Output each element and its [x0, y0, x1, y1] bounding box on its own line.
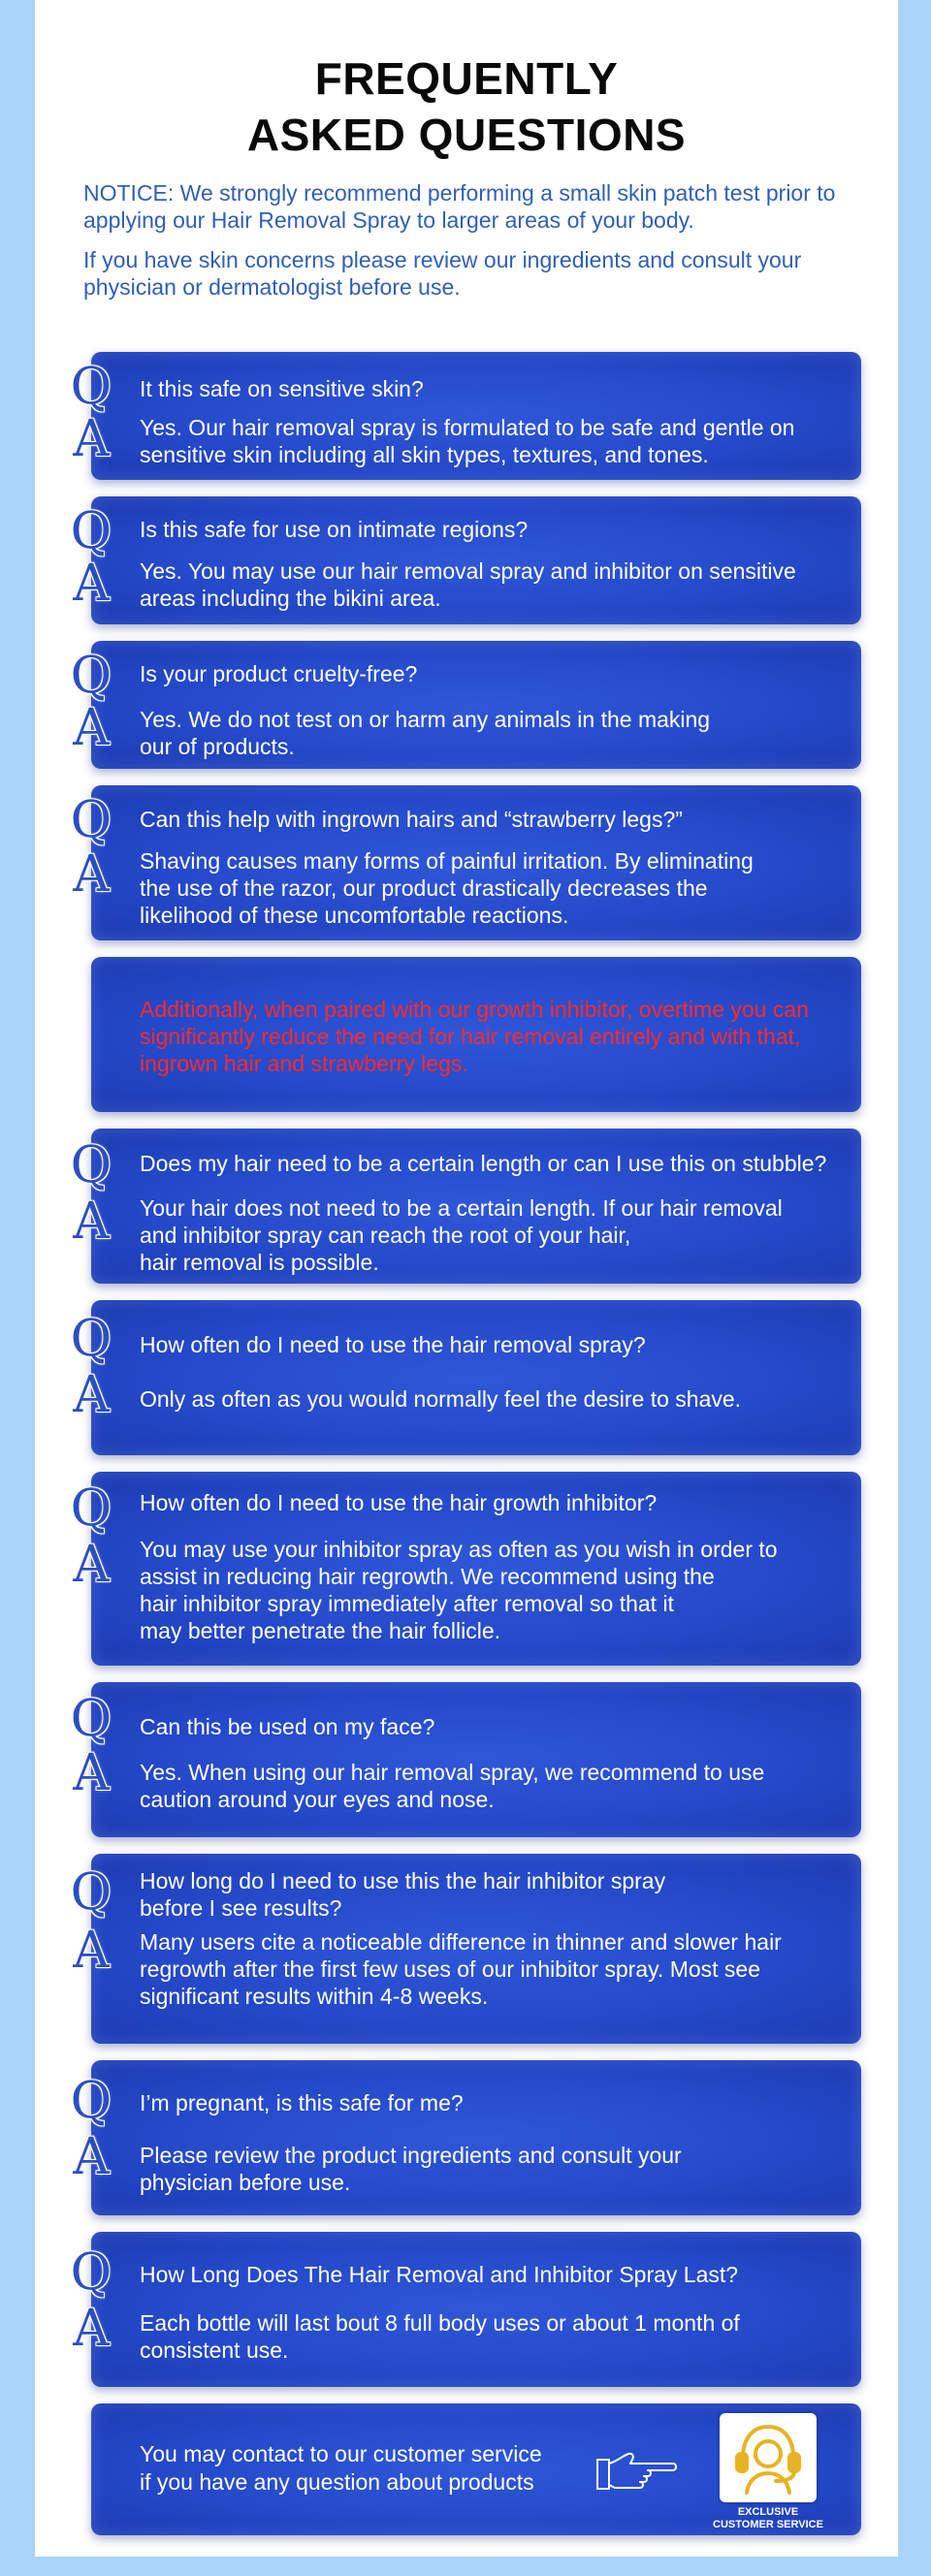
- faq-card: [70, 1129, 861, 1284]
- faq-answer: Yes. When using our hair removal spray, we recommend to use caution around your eyes and nose.: [140, 1760, 765, 1812]
- q-icon: Q: [70, 502, 112, 560]
- q-icon: Q: [70, 1690, 112, 1748]
- faq-answer: Yes. We do not test on or harm any animals in the making our of products.: [140, 707, 711, 759]
- faq-answer: Yes. Our hair removal spray is formulated to be safe and gentle on sensitive skin including all skin types, textures, and tones.: [140, 415, 795, 467]
- a-icon: A: [73, 2128, 110, 2186]
- faq-answer: Many users cite a noticeable difference in thinner and slower hair regrowth after the first few uses of our inhibitor spray. Most see significant results within 4-8 weeks.: [140, 1929, 782, 2009]
- page-title: FREQUENTLY ASKED QUESTIONS: [246, 53, 687, 160]
- a-icon: A: [73, 1193, 110, 1251]
- exclusive-service-badge: [720, 2413, 817, 2502]
- faq-question: How often do I need to use the hair growth inhibitor?: [140, 1490, 658, 1515]
- q-icon: Q: [70, 1310, 112, 1368]
- faq-card: [70, 1472, 861, 1666]
- contact-text: You may contact to our customer service if you have any question about products: [140, 2441, 542, 2495]
- q-icon: Q: [70, 1479, 112, 1538]
- a-icon: A: [73, 2300, 110, 2358]
- a-icon: A: [73, 1744, 110, 1802]
- faq-question: Can this help with ingrown hairs and “strawberry legs?”: [140, 807, 683, 832]
- q-icon: Q: [70, 791, 112, 849]
- q-icon: Q: [70, 1136, 112, 1194]
- faq-answer: You may use your inhibitor spray as often as you wish in order to assist in reducing hair regrowth. We recommend using the hair inhibitor spray immediately after removal so that it may better penetrate the hair follicle.: [140, 1537, 778, 1643]
- faq-card: [70, 352, 861, 480]
- faq-answer: Each bottle will last bout 8 full body uses or about 1 month of consistent use.: [140, 2310, 740, 2363]
- faq-answer: Only as often as you would normally feel the desire to shave.: [140, 1386, 742, 1412]
- faq-question: Does my hair need to be a certain length or can I use this on stubble?: [140, 1151, 827, 1176]
- faq-answer: Shaving causes many forms of painful irritation. By eliminating the use of the razor, our product drastically decreases the likelihood of these uncomfortable reactions.: [140, 848, 754, 928]
- faq-card: [70, 785, 861, 940]
- pointing-hand-icon: [595, 2446, 679, 2495]
- inhibitor-note-card: [91, 957, 861, 1112]
- a-icon: A: [73, 699, 110, 757]
- faq-answer: Yes. You may use our hair removal spray and inhibitor on sensitive areas including the bikini area.: [140, 558, 796, 611]
- faq-question: How long do I need to use this the hair inhibitor spray before I see results?: [140, 1868, 666, 1921]
- faq-card: [70, 2232, 861, 2387]
- faq-question: It this safe on sensitive skin?: [140, 376, 424, 401]
- a-icon: A: [73, 1536, 110, 1594]
- q-icon: Q: [70, 2243, 112, 2302]
- badge-caption: EXCLUSIVE CUSTOMER SERVICE: [713, 2506, 823, 2530]
- q-icon: Q: [70, 647, 112, 705]
- faq-card: [70, 1300, 861, 1455]
- faq-question: I’m pregnant, is this safe for me?: [140, 2090, 464, 2115]
- faq-card: [70, 496, 861, 624]
- q-icon: Q: [70, 1863, 112, 1922]
- a-icon: A: [73, 1922, 110, 1980]
- faq-question: Is your product cruelty-free?: [140, 661, 418, 686]
- faq-card: [70, 1854, 861, 2044]
- faq-question: Is this safe for use on intimate regions?: [140, 517, 529, 542]
- inhibitor-note-text: Additionally, when paired with our growth inhibitor, overtime you can significantly reduce the need for hair removal entirely and with that, ingrown hair and strawberry legs.: [140, 997, 809, 1076]
- faq-question: How often do I need to use the hair removal spray?: [140, 1332, 646, 1357]
- a-icon: A: [73, 555, 110, 613]
- contact-card: [91, 2403, 861, 2535]
- faq-answer: Your hair does not need to be a certain length. If our hair removal and inhibitor spray can reach the root of your hair, hair removal is possible.: [140, 1195, 783, 1275]
- faq-question: How Long Does The Hair Removal and Inhibitor Spray Last?: [140, 2262, 739, 2287]
- faq-card: [70, 2060, 861, 2215]
- q-icon: Q: [70, 2072, 112, 2130]
- faq-card: [70, 641, 861, 769]
- a-icon: A: [73, 845, 110, 904]
- notice-patch-test: NOTICE: We strongly recommend performing a small skin patch test prior to applying our Hair Removal Spray to larger areas of your body.: [83, 180, 836, 233]
- customer-service-headset-icon: [720, 2413, 817, 2502]
- faq-answer: Please review the product ingredients and consult your physician before use.: [140, 2143, 682, 2195]
- faq-question: Can this be used on my face?: [140, 1714, 435, 1739]
- faq-page: [35, 0, 898, 2557]
- a-icon: A: [73, 1366, 110, 1424]
- a-icon: A: [73, 410, 110, 468]
- notice-skin-concerns: If you have skin concerns please review our ingredients and consult your physician or dermatologist before use.: [83, 247, 802, 300]
- q-icon: Q: [70, 358, 112, 416]
- faq-card: [70, 1682, 861, 1837]
